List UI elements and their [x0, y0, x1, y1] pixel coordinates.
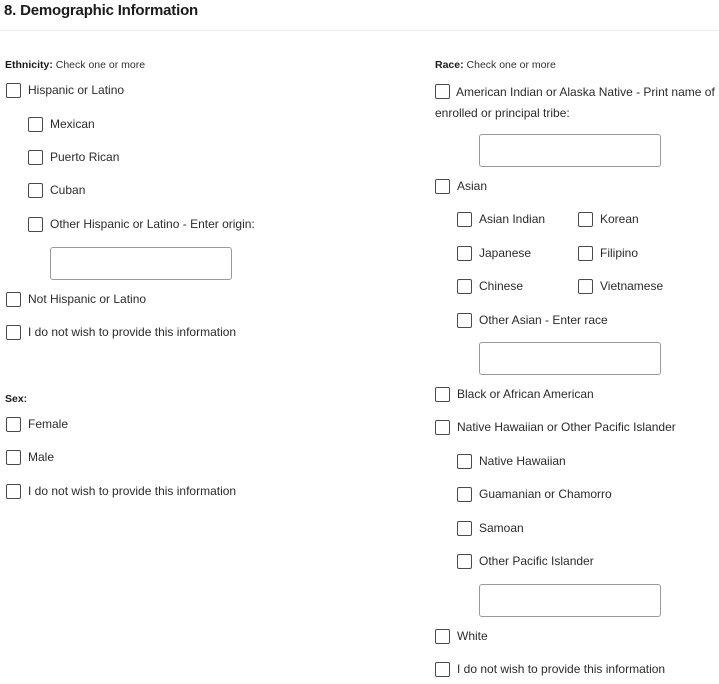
- other-hispanic-checkbox[interactable]: [28, 217, 43, 232]
- ethnicity-decline-label: I do not wish to provide this information: [28, 325, 237, 339]
- race-decline-label: I do not wish to provide this information: [457, 662, 666, 676]
- korean-label: Korean: [600, 212, 639, 226]
- cuban-label: Cuban: [50, 183, 86, 197]
- not-hispanic-label: Not Hispanic or Latino: [28, 292, 147, 306]
- asian-checkbox[interactable]: [435, 179, 450, 194]
- sex-label: [5, 393, 27, 405]
- ethnicity-option-other-hispanic[interactable]: [28, 217, 255, 232]
- male-checkbox[interactable]: [6, 450, 21, 465]
- race-option-korean[interactable]: [578, 212, 639, 227]
- korean-checkbox[interactable]: [578, 212, 593, 227]
- race-option-black[interactable]: [435, 387, 594, 402]
- race-decline-checkbox[interactable]: [435, 662, 450, 677]
- asian-label: Asian: [457, 179, 488, 193]
- native-hawaiian-checkbox[interactable]: [457, 454, 472, 469]
- sex-decline-label: I do not wish to provide this information: [28, 484, 237, 498]
- japanese-label: Japanese: [479, 246, 532, 260]
- race-label-bold: Race:: [435, 59, 464, 71]
- ethnicity-label-bold: Ethnicity:: [5, 59, 53, 71]
- female-checkbox[interactable]: [6, 417, 21, 432]
- section-title: 8. Demographic Information: [4, 2, 198, 19]
- filipino-label: Filipino: [600, 246, 639, 260]
- other-pacific-label: Other Pacific Islander: [479, 554, 594, 568]
- race-option-native-hawaiian[interactable]: [457, 454, 566, 469]
- race-label-hint: Check one or more: [463, 59, 556, 71]
- other-asian-label: Other Asian - Enter race: [479, 313, 608, 327]
- white-checkbox[interactable]: [435, 629, 450, 644]
- hispanic-label: Hispanic or Latino: [28, 83, 125, 97]
- native-hawaiian-pi-label: Native Hawaiian or Other Pacific Islander: [457, 420, 676, 434]
- race-option-american-indian[interactable]: [435, 82, 719, 124]
- black-label: Black or African American: [457, 387, 594, 401]
- other-asian-race-input[interactable]: [479, 342, 661, 375]
- race-option-other-asian[interactable]: [457, 313, 608, 328]
- other-hispanic-label: Other Hispanic or Latino - Enter origin:: [50, 217, 255, 231]
- section-divider: [0, 30, 719, 31]
- american-indian-label: American Indian or Alaska Native - Print name of enrolled or principal tribe:: [435, 85, 715, 120]
- race-option-japanese[interactable]: [457, 246, 531, 261]
- puerto-rican-checkbox[interactable]: [28, 150, 43, 165]
- sex-decline-checkbox[interactable]: [6, 484, 21, 499]
- race-option-vietnamese[interactable]: [578, 279, 663, 294]
- race-option-white[interactable]: [435, 629, 488, 644]
- race-option-filipino[interactable]: [578, 246, 638, 261]
- race-option-native-hawaiian-pi[interactable]: [435, 420, 676, 435]
- ethnicity-option-not-hispanic[interactable]: [6, 292, 146, 307]
- asian-indian-label: Asian Indian: [479, 212, 546, 226]
- white-label: White: [457, 629, 488, 643]
- american-indian-checkbox[interactable]: [435, 84, 450, 99]
- sex-option-male[interactable]: [6, 450, 54, 465]
- samoan-label: Samoan: [479, 521, 524, 535]
- ethnicity-label: [5, 59, 145, 71]
- guamanian-checkbox[interactable]: [457, 487, 472, 502]
- mexican-checkbox[interactable]: [28, 117, 43, 132]
- ethnicity-option-puerto-rican[interactable]: [28, 150, 119, 165]
- ethnicity-option-decline[interactable]: [6, 325, 236, 340]
- cuban-checkbox[interactable]: [28, 183, 43, 198]
- sex-option-decline[interactable]: [6, 484, 236, 499]
- other-pacific-input[interactable]: [479, 584, 661, 617]
- sex-option-female[interactable]: [6, 417, 68, 432]
- guamanian-label: Guamanian or Chamorro: [479, 487, 612, 501]
- native-hawaiian-pi-checkbox[interactable]: [435, 420, 450, 435]
- race-option-guamanian[interactable]: [457, 487, 612, 502]
- race-option-samoan[interactable]: [457, 521, 524, 536]
- ethnicity-option-hispanic[interactable]: [6, 83, 124, 98]
- hispanic-checkbox[interactable]: [6, 83, 21, 98]
- chinese-checkbox[interactable]: [457, 279, 472, 294]
- female-label: Female: [28, 417, 69, 431]
- race-label: [435, 59, 556, 71]
- race-option-other-pacific[interactable]: [457, 554, 594, 569]
- race-option-asian[interactable]: [435, 179, 487, 194]
- puerto-rican-label: Puerto Rican: [50, 150, 120, 164]
- vietnamese-label: Vietnamese: [600, 279, 664, 293]
- ethnicity-option-mexican[interactable]: [28, 117, 95, 132]
- filipino-checkbox[interactable]: [578, 246, 593, 261]
- mexican-label: Mexican: [50, 117, 95, 131]
- race-option-decline[interactable]: [435, 662, 665, 677]
- chinese-label: Chinese: [479, 279, 524, 293]
- asian-indian-checkbox[interactable]: [457, 212, 472, 227]
- hispanic-origin-input[interactable]: [50, 247, 232, 280]
- other-pacific-checkbox[interactable]: [457, 554, 472, 569]
- male-label: Male: [28, 450, 55, 464]
- native-hawaiian-label: Native Hawaiian: [479, 454, 566, 468]
- race-option-chinese[interactable]: [457, 279, 523, 294]
- not-hispanic-checkbox[interactable]: [6, 292, 21, 307]
- ethnicity-option-cuban[interactable]: [28, 183, 85, 198]
- tribe-name-input[interactable]: [479, 134, 661, 167]
- vietnamese-checkbox[interactable]: [578, 279, 593, 294]
- race-option-asian-indian[interactable]: [457, 212, 545, 227]
- ethnicity-decline-checkbox[interactable]: [6, 325, 21, 340]
- sex-label-bold: Sex:: [5, 393, 28, 405]
- japanese-checkbox[interactable]: [457, 246, 472, 261]
- other-asian-checkbox[interactable]: [457, 313, 472, 328]
- samoan-checkbox[interactable]: [457, 521, 472, 536]
- black-checkbox[interactable]: [435, 387, 450, 402]
- ethnicity-label-hint: Check one or more: [52, 59, 146, 71]
